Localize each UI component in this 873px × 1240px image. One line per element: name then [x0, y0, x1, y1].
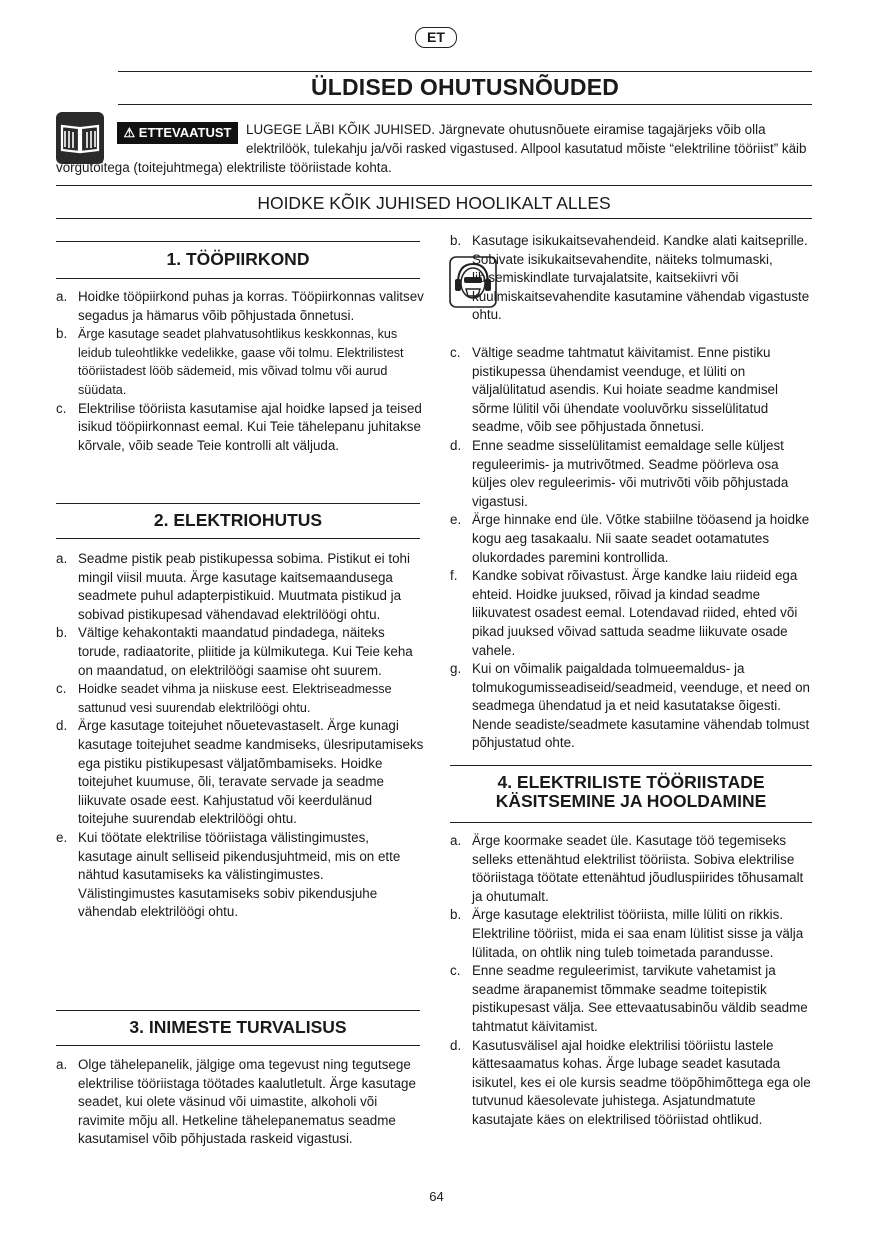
title-top-rule — [118, 71, 812, 72]
title-bottom-rule — [118, 104, 812, 105]
section-4-list — [450, 832, 812, 1130]
list-item: c. Hoidke seadet vihma ja niiskuse eest. Elektriseadmesse sattunud vesi suurendab elektrilöögi ohtu. — [56, 681, 392, 715]
list-item: g. Kui on võimalik paigaldada tolmueemaldus- ja tolmukogumisseadiseid/seadmeid, veenduge, et need on seadmega ühendatud ja et neid kasutatakse õigesti. Nende seadiste/seadmete kasutamine vähendab tolmust põhjustatud ohte. — [450, 661, 810, 751]
list-item: b. Vältige kehakontakti maandatud pindadega, näiteks torude, radiaatorite, pliitide ja külmikutega. Kui Teie keha on maandatud, on elektrilöögi saamise oht suurem. — [56, 625, 413, 678]
list-item: c. Vältige seadme tahtmatut käivitamist. Enne pistiku pistikupessa ühendamist veenduge, et lüliti on väljalülitatud asendis. Kui hoiate seadme kandmisel sõrme lülitil või ühendate vooluvõrku sisselülitatud seadme, võib see põhjustada õnnetusi. — [450, 345, 778, 435]
list-item: e. Kui töötate elektrilise tööriistaga välistingimustes, kasutage ainult selliseid pikendusjuhtmeid, mis on ette nähtud kasutamiseks ka välistingimustes. Välistingimustes kasutamiseks sobiv pikendusjuhe vähendab elektrilöögi ohtu. — [56, 829, 401, 920]
s1-top-rule — [56, 241, 420, 242]
list-item: d. Kasutusvälisel ajal hoidke elektrilisi tööriistu lastele kättesaamatus kohas. Ärge lubage seadet kasutada isikutel, kes ei ole kursis seadme tööpõhimõttega ega ole tutvunud käesolevate juhistega. Asjatundmatute kasutajate käes on elektrilised tööriistad ohtlikud. — [450, 1037, 811, 1127]
language-badge: ET — [415, 27, 457, 48]
section-3-list-left — [56, 1056, 424, 1149]
s2-top-rule — [56, 503, 420, 504]
section-3-list-right-cont — [450, 344, 812, 753]
list-item: a. Seadme pistik peab pistikupessa sobima. Pistikut ei tohi mingil viisil muuta. Ärge kasutage kaitsemaandusega seadmete puhul adapterpistikuid. Muutmata pistikud ja sobivad pistikupesad vähendavad elektrilöögi ohtu. — [56, 551, 410, 622]
page-title: ÜLDISED OHUTUSNÕUDED — [310, 74, 620, 100]
s1-bottom-rule — [56, 278, 420, 279]
page-number: 64 — [429, 1189, 444, 1204]
warning-triangle-icon: ⚠ — [123, 125, 136, 140]
section-2-title: 2. ELEKTRIOHUTUS — [153, 510, 323, 530]
s4-bottom-rule — [450, 822, 812, 823]
list-item: e. Ärge hinnake end üle. Võtke stabiilne tööasend ja hoidke kogu aeg tasakaalu. Nii saate seadet ootamatutes olukordades paremini kontrollida. — [450, 512, 810, 565]
s4-top-rule — [450, 765, 812, 766]
section-3-list-right — [450, 232, 812, 325]
warning-label: ETTEVAATUST — [138, 125, 232, 140]
list-item: b. Kasutage isikukaitsevahendeid. Kandke alati kaitseprille. Sobivate isikukaitsevahendite, näiteks tolmumaski, libisemiskindlate turvajalatsite, kaitsekiivri või kuulmiskaitsevahendite kasutamine vähendab vigastuste ohtu. — [450, 233, 810, 323]
list-item: a. Olge tähelepanelik, jälgige oma tegevust ning tegutsege elektrilise tööriistaga töötades kaalutletult. Ärge kasutage seadet, kui olete väsinud või uimastite, alkoholi või ravimite mõju all. Hetkeline tähelepanematus seadme kasutamisel võib põhjustada raskeid vigastusi. — [56, 1057, 416, 1147]
section-1-title: 1. TÖÖPIIRKOND — [166, 249, 310, 269]
list-item: d. Ärge kasutage toitejuhet nõuetevastaselt. Ärge kunagi kasutage toitejuhet seadme kandmiseks, ülesriputamiseks ega pistiku pistikupesast väljatõmbamiseks. Hoidke toitejuhet kuumuse, õli, teravate servade ja seadme liikuvate osade eest. Kahjustatud või keerdulänud toitejuhe suurendab elektrilöögi ohtu. — [56, 718, 424, 827]
list-item: b. Ärge kasutage seadet plahvatusohtlikus keskkonnas, kus leidub tuleohtlikke vedelikke, gaase või tolmu. Elektrilistest tööriistadest lööb sädemeid, mis võivad tolmu või aurud süüdata. — [56, 326, 404, 397]
list-item: a. Hoidke tööpiirkond puhas ja korras. Tööpiirkonnas valitsev segadus ja hämarus võib põhjustada õnnetusi. — [56, 289, 424, 323]
intro-paragraph — [56, 120, 816, 177]
intro-text: LUGEGE LÄBI KÕIK JUHISED. Järgnevate ohutusnõuete eiramise tagajärjeks võib olla elektrilöök, tulekahju ja/või rasked vigastused. Allpool kasutatud mõiste “elektriline tööriist” käib võrgutoitega (toitejuhtmega) elektriliste tööriistade kohta. — [56, 122, 807, 175]
section-2-list — [56, 550, 424, 922]
list-item: f. Kandke sobivat rõivastust. Ärge kandke laiu riideid ega ehteid. Hoidke juuksed, rõivad ja kindad seadme liikuvatest osadest eemal. Lotendavad riided, ehted või pikad juuksed võivad sattuda seadme liikuvate osade vahele. — [450, 568, 798, 658]
list-item: d. Enne seadme sisselülitamist eemaldage selle küljest reguleerimis- ja mutrivõtmed. Seadme pöörleva osa küljes olev reguleerimis- või mutrivõti võib põhjustada vigastusi. — [450, 437, 789, 509]
list-item: c. Elektrilise tööriista kasutamise ajal hoidke lapsed ja teised isikud tööpiirkonnast eemal. Kui Teie tähelepanu juhitakse kõrvale, võib seade Teie kontrolli alt väljuda. — [56, 400, 422, 453]
s3-top-rule — [56, 1010, 420, 1011]
keep-bottom-rule — [56, 218, 812, 219]
list-item: c. Enne seadme reguleerimist, tarvikute vahetamist ja seadme ärapanemist tõmmake seadme toitepistik pistikupesast välja. See ettevaatusabinõu väldib seadme tahtmatut käivitamist. — [450, 963, 808, 1034]
list-item: b. Ärge kasutage elektrilist tööriista, mille lüliti on rikkis. Elektriline tööriist, mida ei saa enam lülitist sisse ja välja lülitada, on ohtlik ning tuleb toimetada parandusse. — [450, 907, 804, 960]
keep-top-rule — [56, 185, 812, 186]
section-4-title-line1: 4. ELEKTRILISTE TÖÖRIISTADE — [497, 772, 765, 792]
section-3-title: 3. INIMESTE TURVALISUS — [129, 1017, 347, 1037]
s2-bottom-rule — [56, 538, 420, 539]
keep-instructions-heading: HOIDKE KÕIK JUHISED HOOLIKALT ALLES — [257, 193, 611, 213]
section-1-list — [56, 288, 424, 455]
s3-bottom-rule — [56, 1045, 420, 1046]
section-4-title-line2: KÄSITSEMINE JA HOOLDAMINE — [495, 791, 767, 811]
list-item: a. Ärge koormake seadet üle. Kasutage töö tegemiseks selleks ettenähtud elektrilist tööriista. Sobiva elektrilise tööriistaga töötate ettenähtud jõudluspiirides tõhusamalt ja ohutumalt. — [450, 833, 804, 904]
section-4-title — [450, 773, 812, 811]
